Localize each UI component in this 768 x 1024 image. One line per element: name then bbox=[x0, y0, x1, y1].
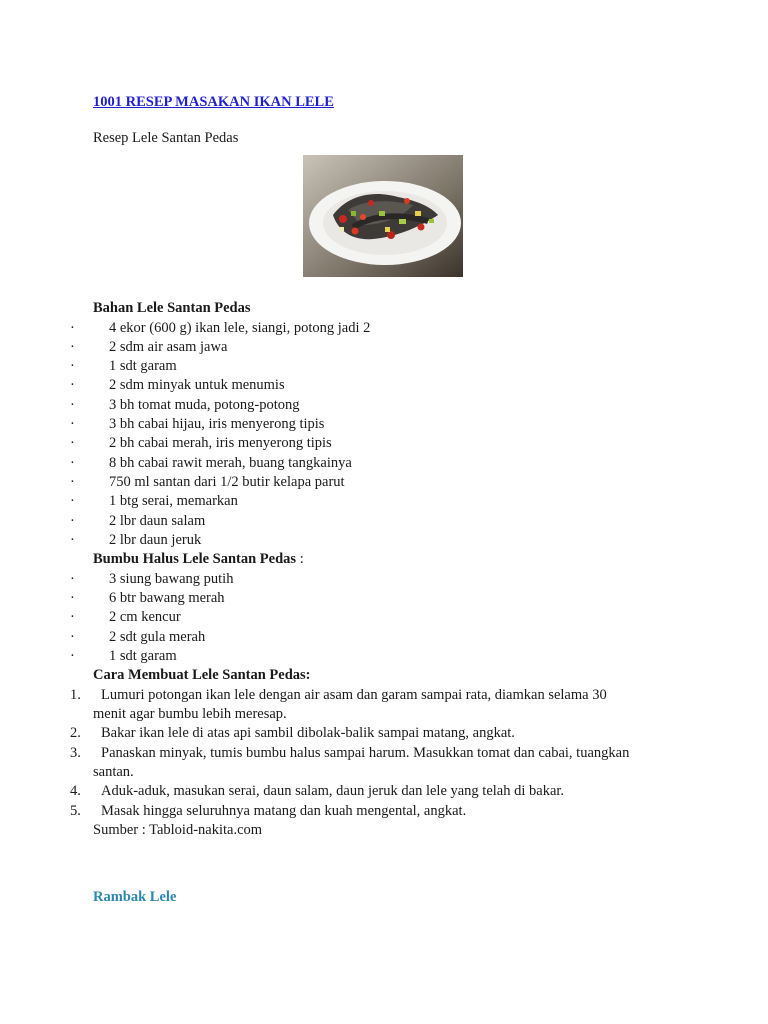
list-bullet: · bbox=[70, 590, 75, 606]
spice-heading-colon: : bbox=[296, 551, 304, 567]
ingredient-item: 3 bh tomat muda, potong-potong bbox=[109, 397, 300, 413]
list-bullet: · bbox=[70, 571, 75, 587]
step-text-continued: menit agar bumbu lebih meresap. bbox=[93, 706, 287, 722]
spice-item: 3 siung bawang putih bbox=[109, 571, 234, 587]
step-text: Lumuri potongan ikan lele dengan air asam dan garam sampai rata, diamkan selama 30 bbox=[101, 687, 607, 703]
ingredient-item: 2 lbr daun jeruk bbox=[109, 532, 202, 548]
step-number: 2. bbox=[70, 725, 81, 741]
step-text: Aduk-aduk, masukan serai, daun salam, daun jeruk dan lele yang telah di bakar. bbox=[101, 783, 565, 799]
list-bullet: · bbox=[70, 455, 75, 471]
spice-item: 2 cm kencur bbox=[109, 609, 181, 625]
ingredient-item: 3 bh cabai hijau, iris menyerong tipis bbox=[109, 416, 325, 432]
dish-photo bbox=[303, 155, 463, 277]
ingredient-item: 750 ml santan dari 1/2 butir kelapa parut bbox=[109, 474, 345, 490]
step-number: 5. bbox=[70, 803, 81, 819]
ingredient-item: 1 sdt garam bbox=[109, 358, 177, 374]
ingredient-item: 2 lbr daun salam bbox=[109, 513, 206, 529]
list-bullet: · bbox=[70, 320, 75, 336]
list-bullet: · bbox=[70, 435, 75, 451]
method-heading: Cara Membuat Lele Santan Pedas: bbox=[93, 667, 311, 683]
list-bullet: · bbox=[70, 532, 75, 548]
list-bullet: · bbox=[70, 629, 75, 645]
ingredient-item: 2 bh cabai merah, iris menyerong tipis bbox=[109, 435, 332, 451]
ingredient-item: 1 btg serai, memarkan bbox=[109, 493, 238, 509]
step-text: Masak hingga seluruhnya matang dan kuah mengental, angkat. bbox=[101, 803, 467, 819]
list-bullet: · bbox=[70, 377, 75, 393]
step-number: 4. bbox=[70, 783, 81, 799]
document-title-link[interactable]: 1001 RESEP MASAKAN IKAN LELE bbox=[93, 94, 334, 110]
recipe-title: Resep Lele Santan Pedas bbox=[93, 130, 239, 146]
step-number: 3. bbox=[70, 745, 81, 761]
list-bullet: · bbox=[70, 474, 75, 490]
step-text: Panaskan minyak, tumis bumbu halus sampai harum. Masukkan tomat dan cabai, tuangkan bbox=[101, 745, 630, 761]
list-bullet: · bbox=[70, 609, 75, 625]
list-bullet: · bbox=[70, 358, 75, 374]
list-bullet: · bbox=[70, 648, 75, 664]
spice-item: 2 sdt gula merah bbox=[109, 629, 206, 645]
ingredient-item: 2 sdm air asam jawa bbox=[109, 339, 228, 355]
list-bullet: · bbox=[70, 416, 75, 432]
step-text: Bakar ikan lele di atas api sambil dibolak-balik sampai matang, angkat. bbox=[101, 725, 515, 741]
step-number: 1. bbox=[70, 687, 81, 703]
ingredients-heading: Bahan Lele Santan Pedas bbox=[93, 300, 251, 316]
list-bullet: · bbox=[70, 339, 75, 355]
list-bullet: · bbox=[70, 397, 75, 413]
spice-item: 1 sdt garam bbox=[109, 648, 177, 664]
ingredient-item: 4 ekor (600 g) ikan lele, siangi, potong jadi 2 bbox=[109, 320, 371, 336]
list-bullet: · bbox=[70, 513, 75, 529]
spice-heading bbox=[93, 551, 304, 568]
spice-item: 6 btr bawang merah bbox=[109, 590, 225, 606]
step-text-continued: santan. bbox=[93, 764, 134, 780]
list-bullet: · bbox=[70, 493, 75, 509]
ingredient-item: 2 sdm minyak untuk menumis bbox=[109, 377, 285, 393]
spice-heading-text: Bumbu Halus Lele Santan Pedas bbox=[93, 551, 297, 567]
next-recipe-heading: Rambak Lele bbox=[93, 889, 177, 905]
ingredient-item: 8 bh cabai rawit merah, buang tangkainya bbox=[109, 455, 352, 471]
source-credit: Sumber : Tabloid-nakita.com bbox=[93, 822, 263, 838]
